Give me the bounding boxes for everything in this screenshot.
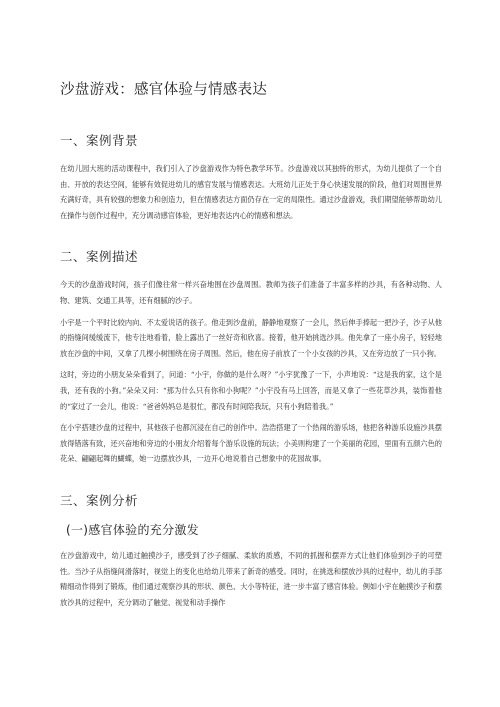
section-heading: 一、案例背景 [60,133,139,148]
section-heading: 二、案例描述 [60,249,139,265]
document-title: 沙盘游戏：感官体验与情感表达 [60,82,268,98]
paragraph: 在小宇搭建沙盘的过程中，其他孩子也都沉浸在自己的创作中。浩浩搭建了一个热闹的游乐场，他把各种游乐设施沙具摆放得错落有致，还兴奋地和旁边的小朋友介绍着每个游乐设施的玩法；小美则构建了一个美丽的花园，里面有五颜六色的花朵、翩翩起舞的蝴蝶，她一边摆放沙具，一边开心地说着自己想象中的花园故事。 [60,423,442,464]
section-analysis [60,491,442,610]
section-description [60,247,442,467]
document-body [60,78,442,616]
paragraph: 这时，旁边的小朋友朵朵看到了，问道：“小宇，你做的是什么呀？”小宇犹豫了一下，小声地说：“这是我的家，这个是我，还有我的小狗。”朵朵又问：“那为什么只有你和小狗呢？”小宇没有马上回答，而是又拿了一些花草沙具，装饰着他的“家过了一会儿，他说：“爸爸妈妈总是很忙，都没有时间陪我玩，只有小狗陪着我。” [60,370,442,411]
section-heading: 三、案例分析 [60,492,139,508]
paragraph: 今天的沙盘游戏时间，孩子们像往常一样兴奋地围在沙盘周围。教师为孩子们准备了丰富多样的沙具，有各种动物、人物、建筑、交通工具等，还有细腻的沙子。 [60,280,442,305]
subsection-heading: (一)感官体验的充分激发 [66,522,199,537]
paragraph: 在幼儿园大班的活动课程中，我们引入了沙盘游戏作为特色教学环节。沙盘游戏以其独特的形式，为幼儿提供了一个自由、开放的表达空间，能够有效促进幼儿的感官发展与情感表达。大班幼儿正处于身心快速发展的阶段，他们对周围世界充满好奇，具有较强的想象力和创造力，但在情感表达方面仍存在一定的局限性。通过沙盘游戏，我们期望能够帮助幼儿在操作与创作过程中，充分调动感官体验，更好地表达内心的情感和想法。 [60,164,442,220]
section-background [60,131,442,223]
paragraph: 小宇是一个平时比较内向、不太爱说话的孩子。他走到沙盘前，静静地观察了一会儿，然后伸手捧起一把沙子，沙子从他的指缝间缓缓流下，他专注地看着，脸上露出了一丝好奇和欣喜。接着，他开始挑选沙具。他先拿了一座小房子，轻轻地放在沙盘的中间，又拿了几棵小树围绕在房子周围。然后，他在房子前放了一个小女孩的沙具，又在旁边放了一只小狗。 [60,317,442,358]
paragraph: 在沙盘游戏中，幼儿通过触摸沙子，感受到了沙子细腻、柔软的质感，不同的抓握和摆弄方式让他们体验到沙子的可塑性。当沙子从指缝间滑落时，视觉上的变化也给幼儿带来了新奇的感受。同时，在挑选和摆放沙具的过程中，幼儿的手部精细动作得到了锻炼，他们通过观察沙具的形状、颜色、大小等特征，进一步丰富了感官体验。例如小宇在触摸沙子和摆放沙具的过程中，充分调动了触觉、视觉和动手操作 [60,550,442,607]
